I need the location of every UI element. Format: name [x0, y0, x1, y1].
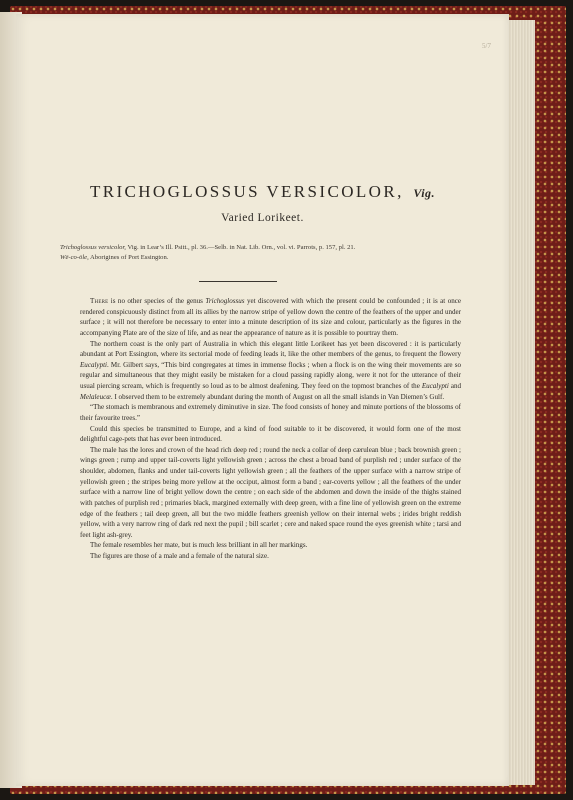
paragraph-7: The figures are those of a male and a female of the natural size. — [90, 552, 269, 560]
drop-word: There — [90, 297, 109, 305]
article-body — [80, 296, 461, 562]
reference-1-text: Vig. in Lear’s Ill. Psitt., pl. 36.—Selb. in Nat. Lib. Orn., vol. vi. Parrots, p. 157, pl. 21. — [125, 244, 356, 251]
divider-rule — [199, 281, 277, 282]
reference-1 — [60, 243, 480, 253]
book-page — [16, 14, 509, 786]
paragraph-2: The northern coast is the only part of Australia in which this elegant little Lorikeet has yet been discovered : it is particularly abundant at Port Essington, where its sectorial mode of feeding leads it, like the other members of the genus, to frequent the flowery Eucalypti. Mr. Gilbert says, “This bird congregates at times in immense flocks ; when a flock is on the wing their movements are so regular and simultaneous that they might easily be mistaken for a cloud passing rapidly along, were it not for the utterance of their usual piercing scream, which is frequently so loud as to be almost deafening. They feed on the topmost branches of the Eucalypti and Melaleucæ. I observed them to be extremely abundant during the month of August on all the small islands in Van Diemen’s Gulf. — [80, 339, 461, 401]
title-authority: Vig. — [413, 186, 436, 200]
title-main: TRICHOGLOSSUS VERSICOLOR, — [89, 182, 404, 201]
synonymy-references — [60, 243, 480, 263]
species-title — [16, 182, 509, 202]
reference-2-name: Wē-co-ōle, — [60, 254, 89, 261]
common-name: Varied Lorikeet. — [221, 212, 304, 224]
paragraph-3: “The stomach is membranous and extremely diminutive in size. The food consists of honey and minute portions of the blossoms of their favourite trees.” — [80, 403, 461, 422]
page-edges — [505, 20, 535, 785]
page-mark: 5/7 — [482, 42, 491, 50]
reference-1-species: Trichoglossus versicolor, — [60, 244, 126, 251]
reference-2 — [60, 253, 480, 263]
reference-2-text: Aborigines of Port Essington. — [88, 254, 169, 261]
paragraph-1: There is no other species of the genus Trichoglossus yet discovered with which the present could be confounded ; it is at once rendered conspicuously distinct from all its allies by the narrow stripe of yellow down the centre of the feathers of the upper and under surface ; it will not therefore be necessary to enter into a minute description of its size and colour, particularly as the figures in the accompanying Plate are of the size of life, and as near the appearance of nature as it is possible to pourtray them. — [80, 297, 461, 337]
paragraph-6: The female resembles her mate, but is much less brilliant in all her markings. — [90, 541, 308, 550]
paragraph-4: Could this species be transmitted to Europe, and a kind of food suitable to it be discovered, it would form one of the most delightful cage-pets that has ever been introduced. — [80, 424, 461, 444]
paragraph-5: The male has the lores and crown of the head rich deep red ; round the neck a collar of deep cærulean blue ; back brownish green ; wings green ; rump and upper tail-coverts light yellowish green ; across the chest a broad band of purplish red ; under surface of the shoulder, abdomen, flanks and under tail-coverts light yellowish green ; all the feathers of the upper surface with a narrow stripe of yellowish green ; the stripes being more yellow at the occiput, almost form a band ; ear-coverts yellow ; all the feathers of the under surface with a narrow line of bright yellow down the centre ; on each side of the abdomen and down the inside of the thighs stained with patches of purplish red ; primaries black, margined externally with deep green, with a fine line of yellowish green on the extreme edge of the feathers ; tail deep green, all but the two middle feathers greenish yellow on their internal webs ; irides bright reddish yellow, with a very narrow ring of dark red next the pupil ; bill scarlet ; cere and naked space round the eyes greenish white ; tarsi and feet light ash-grey. — [80, 445, 461, 539]
